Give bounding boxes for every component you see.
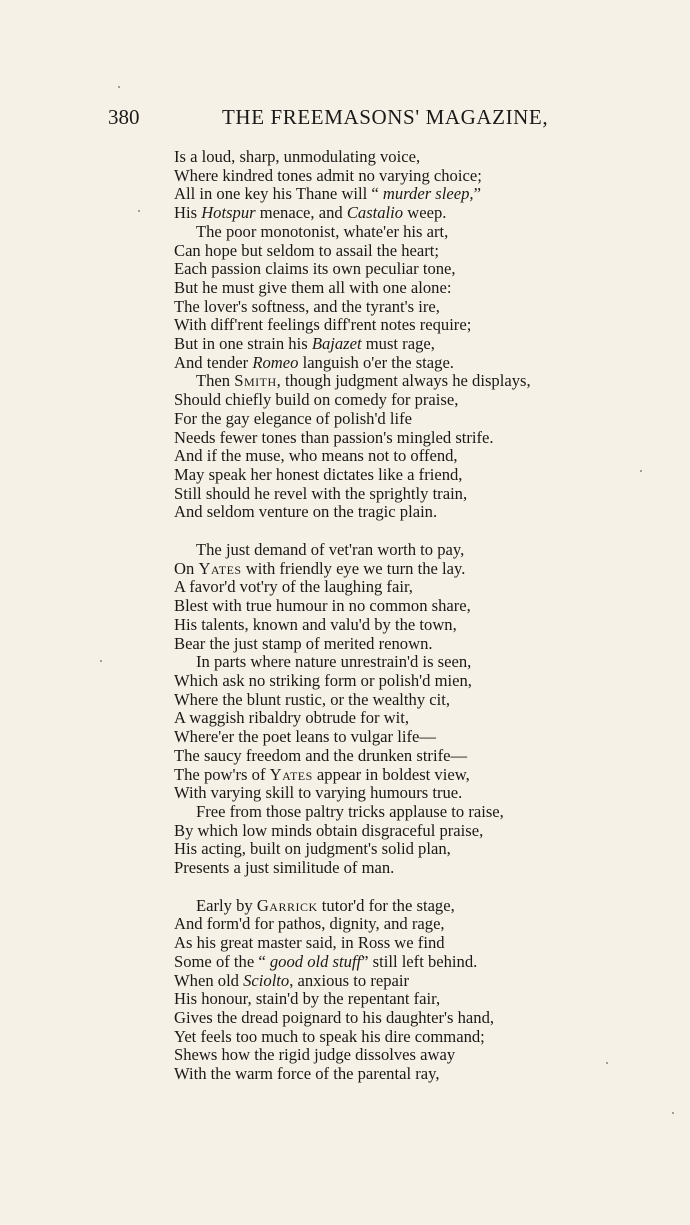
line-text: For the gay elegance of polish'd life bbox=[174, 408, 412, 428]
line-text: Some of the “ bbox=[174, 951, 270, 971]
poem-line bbox=[174, 747, 674, 766]
page-number: 380 bbox=[108, 105, 140, 129]
line-text: ” bbox=[473, 184, 481, 204]
line-text: By which low minds obtain disgraceful praise, bbox=[174, 820, 484, 840]
line-text: In parts where nature unrestrain'd is seen, bbox=[196, 652, 472, 672]
line-text: tutor'd for the stage, bbox=[317, 895, 455, 915]
paper-speck bbox=[118, 86, 120, 88]
line-text: Where the blunt rustic, or the wealthy cit, bbox=[174, 689, 451, 709]
paper-speck bbox=[672, 1112, 674, 1114]
poem-line bbox=[174, 709, 674, 728]
line-text: Can hope but seldom to assail the heart; bbox=[174, 240, 439, 260]
line-text: All in one key his Thane will “ bbox=[174, 184, 383, 204]
poem-line bbox=[174, 990, 674, 1009]
poem-line bbox=[174, 691, 674, 710]
italic-text: Bajazet bbox=[311, 334, 362, 354]
paper-speck bbox=[606, 1062, 608, 1064]
line-text: A favor'd vot'ry of the laughing fair, bbox=[174, 577, 413, 597]
italic-text: Hotspur bbox=[201, 203, 256, 223]
poem-line bbox=[174, 766, 674, 785]
line-text: When old bbox=[174, 970, 244, 990]
poem-line bbox=[174, 803, 674, 822]
poem-line bbox=[174, 859, 674, 878]
poem-line bbox=[174, 672, 674, 691]
actor-name: Garrick bbox=[256, 895, 318, 915]
line-text: With varying skill to varying humours true. bbox=[174, 783, 463, 803]
poem-line bbox=[174, 1028, 674, 1047]
line-text: And form'd for pathos, dignity, and rage, bbox=[174, 914, 445, 934]
poem-line bbox=[174, 372, 674, 391]
line-text: As his great master said, in Ross we find bbox=[174, 933, 445, 953]
poem-line bbox=[174, 429, 674, 448]
poem-line bbox=[174, 1046, 674, 1065]
poem-line bbox=[174, 298, 674, 317]
poem-line bbox=[174, 578, 674, 597]
poem-line bbox=[174, 822, 674, 841]
paper-speck bbox=[138, 210, 140, 212]
poem-line bbox=[174, 616, 674, 635]
line-text: The just demand of vet'ran worth to pay, bbox=[196, 540, 465, 560]
line-text: The lover's softness, and the tyrant's ire, bbox=[174, 296, 440, 316]
actor-name: Yates bbox=[269, 764, 313, 784]
line-text: languish o'er the stage. bbox=[298, 352, 454, 372]
stanza bbox=[174, 541, 674, 878]
poem-line bbox=[174, 410, 674, 429]
line-text: Free from those paltry tricks applause to raise, bbox=[196, 801, 504, 821]
poem-body bbox=[174, 148, 674, 1084]
poem-line bbox=[174, 223, 674, 242]
line-text: Yet feels too much to speak his dire command; bbox=[174, 1026, 485, 1046]
line-text: His talents, known and valu'd by the town, bbox=[174, 614, 457, 634]
poem-line bbox=[174, 560, 674, 579]
poem-line bbox=[174, 242, 674, 261]
line-text: Blest with true humour in no common share, bbox=[174, 596, 471, 616]
poem-line bbox=[174, 148, 674, 167]
line-text: with friendly eye we turn the lay. bbox=[241, 558, 466, 578]
line-text: And if the muse, who means not to offend, bbox=[174, 446, 458, 466]
poem-line bbox=[174, 391, 674, 410]
line-text: Shews how the rigid judge dissolves away bbox=[174, 1045, 456, 1065]
poem-line bbox=[174, 915, 674, 934]
poem-line bbox=[174, 503, 674, 522]
poem-line bbox=[174, 597, 674, 616]
line-text: The saucy freedom and the drunken strife— bbox=[174, 745, 468, 765]
line-text: His bbox=[174, 203, 202, 223]
poem-line bbox=[174, 185, 674, 204]
line-text: Where kindred tones admit no varying choice; bbox=[174, 165, 482, 185]
line-text: May speak her honest dictates like a friend, bbox=[174, 464, 463, 484]
line-text: appear in boldest view, bbox=[312, 764, 470, 784]
line-text: ” still left behind. bbox=[361, 951, 478, 971]
paper-speck bbox=[100, 660, 102, 662]
line-text: His honour, stain'd by the repentant fair, bbox=[174, 989, 441, 1009]
line-text: Each passion claims its own peculiar tone, bbox=[174, 259, 456, 279]
italic-text: Romeo bbox=[252, 352, 299, 372]
line-text: Which ask no striking form or polish'd mien, bbox=[174, 670, 472, 690]
italic-text: Castalio bbox=[346, 203, 404, 223]
running-head: THE FREEMASONS' MAGAZINE, bbox=[222, 105, 549, 129]
actor-name: Smith bbox=[234, 371, 277, 391]
poem-line bbox=[174, 1065, 674, 1084]
line-text: But he must give them all with one alone: bbox=[174, 277, 452, 297]
paper-speck bbox=[640, 470, 642, 472]
poem-line bbox=[174, 784, 674, 803]
line-text: menace, and bbox=[255, 203, 347, 223]
line-text: The pow'rs of bbox=[174, 764, 270, 784]
line-text: must rage, bbox=[361, 334, 435, 354]
line-text: Should chiefly build on comedy for praise, bbox=[174, 390, 459, 410]
poem-line bbox=[174, 728, 674, 747]
poem-line bbox=[174, 897, 674, 916]
poem-line bbox=[174, 972, 674, 991]
poem-line bbox=[174, 447, 674, 466]
line-text: The poor monotonist, whate'er his art, bbox=[196, 221, 449, 241]
line-text: But in one strain his bbox=[174, 334, 312, 354]
poem-line bbox=[174, 204, 674, 223]
poem-line bbox=[174, 953, 674, 972]
poem-line bbox=[174, 316, 674, 335]
poem-line bbox=[174, 354, 674, 373]
line-text: With the warm force of the parental ray, bbox=[174, 1064, 440, 1084]
line-text: Bear the just stamp of merited renown. bbox=[174, 633, 433, 653]
poem-line bbox=[174, 260, 674, 279]
poem-line bbox=[174, 840, 674, 859]
line-text: Gives the dread poignard to his daughter's hand, bbox=[174, 1007, 495, 1027]
line-text: , anxious to repair bbox=[289, 970, 410, 990]
line-text: On bbox=[174, 558, 199, 578]
line-text: And seldom venture on the tragic plain. bbox=[174, 502, 438, 522]
line-text: And tender bbox=[174, 352, 253, 372]
line-text: Early by bbox=[196, 895, 257, 915]
italic-text: Sciolto bbox=[243, 970, 290, 990]
line-text: Is a loud, sharp, unmodulating voice, bbox=[174, 147, 421, 166]
line-text: , though judgment always he displays, bbox=[276, 371, 531, 391]
line-text: Needs fewer tones than passion's mingled strife. bbox=[174, 427, 494, 447]
poem-line bbox=[174, 485, 674, 504]
line-text: Where'er the poet leans to vulgar life— bbox=[174, 727, 436, 747]
italic-text: murder sleep, bbox=[382, 184, 474, 204]
stanza bbox=[174, 897, 674, 1084]
poem-line bbox=[174, 167, 674, 186]
poem-line bbox=[174, 466, 674, 485]
poem-line bbox=[174, 541, 674, 560]
line-text: With diff'rent feelings diff'rent notes require; bbox=[174, 315, 472, 335]
poem-line bbox=[174, 653, 674, 672]
line-text: His acting, built on judgment's solid plan, bbox=[174, 839, 451, 859]
poem-line bbox=[174, 279, 674, 298]
line-text: Presents a just similitude of man. bbox=[174, 858, 395, 878]
line-text: Then bbox=[196, 371, 235, 391]
line-text: weep. bbox=[403, 203, 447, 223]
poem-line bbox=[174, 335, 674, 354]
line-text: Still should he revel with the sprightly train, bbox=[174, 483, 468, 503]
poem-line bbox=[174, 635, 674, 654]
stanza bbox=[174, 148, 674, 522]
actor-name: Yates bbox=[198, 558, 242, 578]
poem-line bbox=[174, 934, 674, 953]
italic-text: good old stuff bbox=[269, 951, 362, 971]
poem-line bbox=[174, 1009, 674, 1028]
line-text: A waggish ribaldry obtrude for wit, bbox=[174, 708, 410, 728]
